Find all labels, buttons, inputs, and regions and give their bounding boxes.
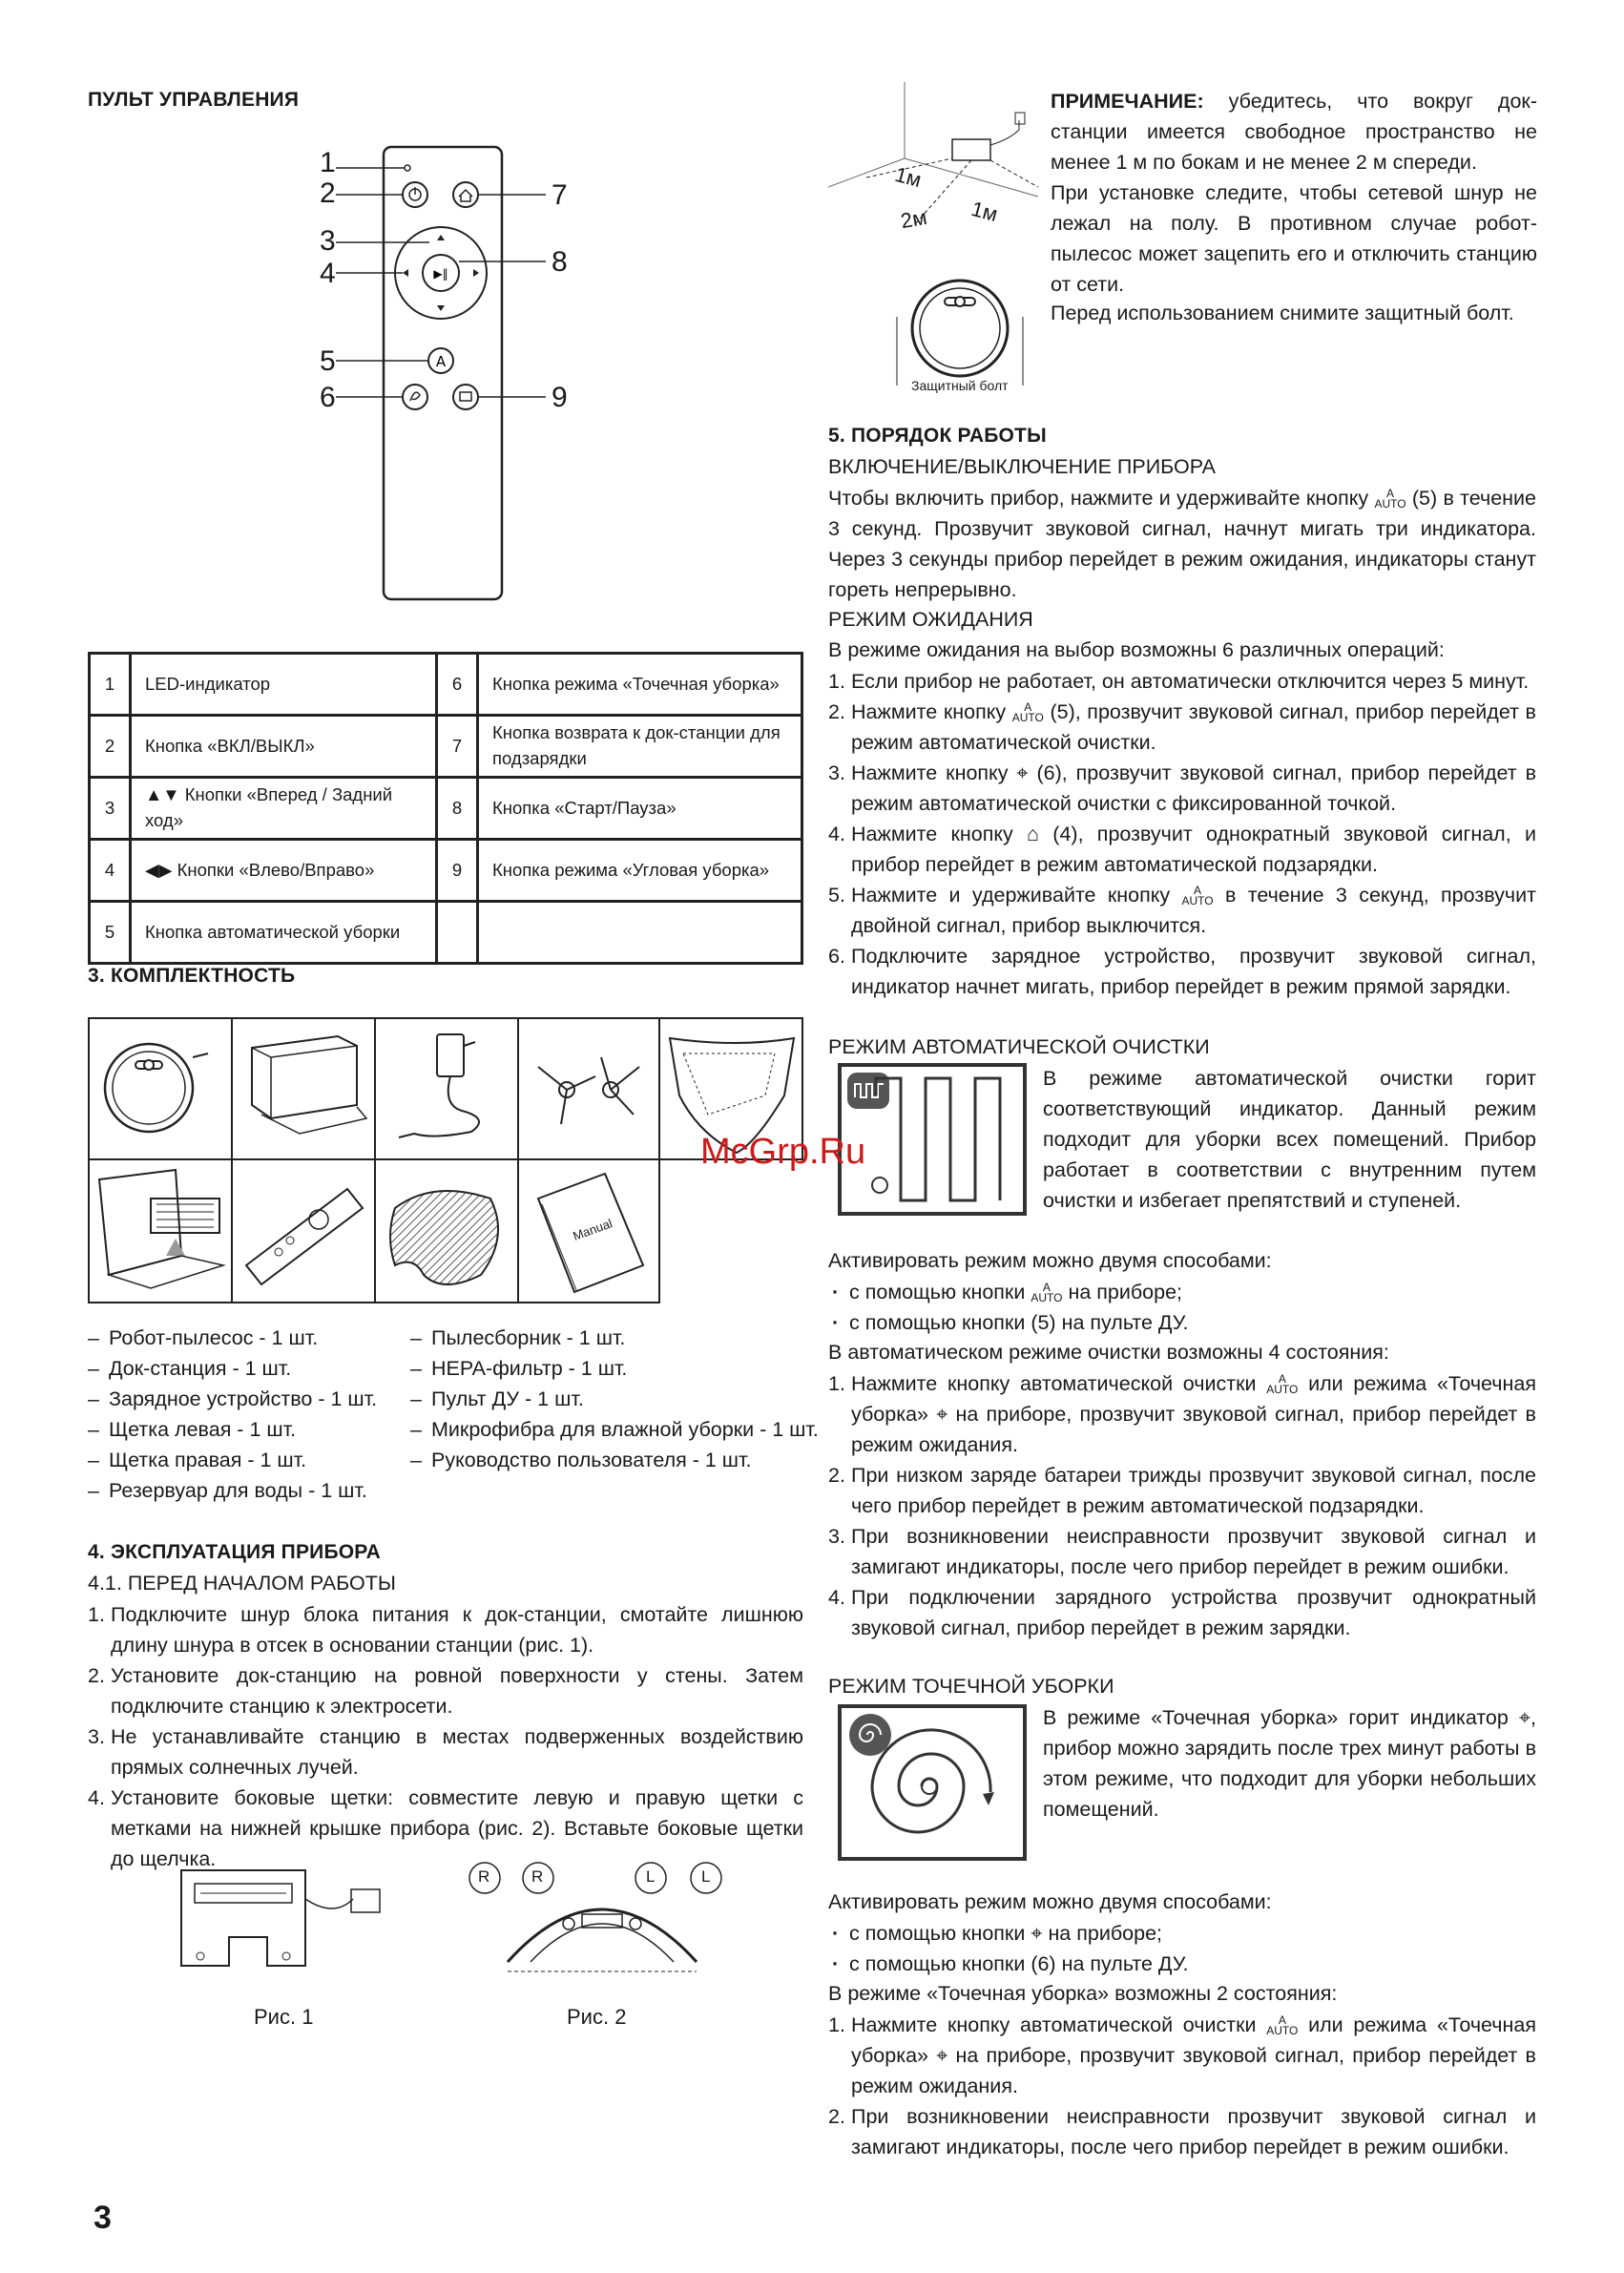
auto-activate: Активировать режим можно двумя способами: (828, 1249, 1272, 1272)
manual-label: Manual (571, 1216, 614, 1243)
brush-mark-l1: L (646, 1867, 656, 1886)
list-item: · с помощью кнопки (6) на пульте ДУ. (828, 1949, 1188, 1979)
note-bolt: Перед использованием снимите защитный болт. (1051, 302, 1514, 324)
remote-diagram (296, 141, 582, 609)
list-item: 2. При низком заряде батареи трижды прозвучит звуковой сигнал, после чего прибор перейдет в режим автоматической подзарядки. (828, 1464, 1536, 1517)
table-row: 5 Кнопка автоматической уборки (90, 902, 802, 964)
figure-1-caption: Рис. 1 (254, 2005, 314, 2029)
list-item: – Микрофибра для влажной уборки - 1 шт. (410, 1414, 819, 1445)
figure-1 (162, 1861, 410, 1985)
list-item: 1. Если прибор не работает, он автоматически отключится через 5 минут. (828, 670, 1530, 693)
callout-9: 9 (552, 382, 568, 413)
operation-title: 4. ЭКСПЛУАТАЦИЯ ПРИБОРА (88, 1541, 382, 1563)
list-item: 1. Нажмите кнопку автоматической очистки A AUTO или режима «Точечная уборка» ⌖ на приборе, прозвучит звуковой сигнал, прибор перейдет в режим ожидания. (828, 1372, 1536, 1456)
auto-icon: A AUTO (1266, 1372, 1299, 1397)
kit-image-grid (88, 1017, 803, 1303)
watermark: McGrp.Ru (700, 1132, 866, 1172)
kit-robot (88, 1017, 233, 1160)
list-item: 4. Установите боковые щетки: совместите левую и правую щетки с метками на нижней крышке прибора (рис. 2). Вставьте боковые щетки до щелчка. (88, 1786, 803, 1870)
operation-steps (88, 1599, 803, 1874)
auto-mode-desc: В режиме автоматической очистки горит соответствующий индикатор. Данный режим подходит для уборки всех помещений. Прибор работает в соответствии с внутренним путем очистки и избегает препятствий и ступеней. (1043, 1067, 1536, 1212)
callout-2: 2 (320, 177, 336, 209)
auto-icon: A AUTO (1031, 1281, 1063, 1305)
kit-dust-bin (88, 1158, 233, 1303)
list-item: – Щетка левая - 1 шт. (88, 1414, 377, 1445)
auto-icon: A AUTO (1266, 2013, 1299, 2038)
home-icon: ⌂ (1027, 823, 1040, 845)
table-row: 1 LED-индикатор 6 Кнопка режима «Точечная уборка» (90, 654, 802, 716)
auto-icon: A AUTO (1181, 884, 1214, 908)
distance-front: 2м (898, 204, 929, 234)
kit-list-right (410, 1323, 819, 1475)
list-item: 2. Нажмите кнопку A AUTO (5), прозвучит звуковой сигнал, прибор перейдет в режим автоматической очистки. (828, 700, 1536, 754)
list-item: 6. Подключите зарядное устройство, прозвучит звуковой сигнал, индикатор начнет мигать, прибор перейдет в режим прямой зарядки. (828, 945, 1536, 998)
note-text: ПРИМЕЧАНИЕ: убедитесь, что вокруг док-станции имеется свободное пространство не менее 1 м по бокам и не менее 2 м спереди. (1051, 90, 1537, 174)
spot-activate: Активировать режим можно двумя способами: (828, 1890, 1272, 1913)
table-row: 3 ▲▼ Кнопки «Вперед / Задний ход» 8 Кнопка «Старт/Пауза» (90, 778, 802, 840)
auto-icon: A (435, 353, 447, 370)
spot-icon: ⌖ (936, 1403, 948, 1426)
spot-icon: ⌖ (1518, 1706, 1530, 1729)
kit-manual (517, 1158, 660, 1303)
page-number: 3 (94, 2200, 112, 2236)
standby-list (828, 666, 1536, 1002)
onoff-text: Чтобы включить прибор, нажмите и удерживайте кнопку A AUTO (5) в течение 3 секунд. Прозвучит звуковой сигнал, начнут мигать три индикатора. Через 3 секунды прибор перейдет в режим ожидания, индикаторы станут гореть непрерывно. (828, 487, 1537, 601)
callout-3: 3 (320, 225, 336, 257)
list-item: · с помощью кнопки ⌖ на приборе; (828, 1918, 1188, 1949)
spec-table (88, 652, 803, 965)
list-item: · с помощью кнопки (5) на пульте ДУ. (828, 1307, 1188, 1338)
distance-side-right: 1м (968, 196, 1001, 227)
list-item: 1. Подключите шнур блока питания к док-станции, смотайте лишнюю длину шнура в отсек в основании станции (рис. 1). (88, 1603, 803, 1657)
auto-mode-diagram (838, 1063, 1027, 1216)
play-pause-icon: ▶‖ (433, 267, 448, 281)
list-item: 4. При подключении зарядного устройства прозвучит однократный звуковой сигнал, прибор перейдет в режим зарядки. (828, 1586, 1536, 1639)
list-item: – Руководство пользователя - 1 шт. (410, 1445, 819, 1475)
figure-2 (464, 1857, 740, 1985)
spot-ways (828, 1918, 1188, 1979)
callout-6: 6 (320, 382, 336, 413)
standby-title: РЕЖИМ ОЖИДАНИЯ (828, 608, 1033, 631)
callout-4: 4 (320, 258, 336, 289)
auto-states-intro: В автоматическом режиме очистки возможны 4 состояния: (828, 1341, 1389, 1364)
spot-mode-desc: В режиме «Точечная уборка» горит индикатор ⌖, прибор можно зарядить после трех минут работы в этом режиме, что подходит для уборки небольших помещений. (1043, 1706, 1536, 1821)
kit-remote (231, 1158, 376, 1303)
list-item: 4. Нажмите кнопку ⌂ (4), прозвучит однократный звуковой сигнал, и прибор перейдет в режим автоматической подзарядки. (828, 823, 1536, 876)
list-item: – HEPA-фильтр - 1 шт. (410, 1353, 819, 1384)
list-item: 3. При возникновении неисправности прозвучит звуковой сигнал и замигают индикаторы, после чего прибор перейдет в режим ошибки. (828, 1525, 1536, 1578)
list-item: – Пульт ДУ - 1 шт. (410, 1384, 819, 1414)
list-item: 3. Нажмите кнопку ⌖ (6), прозвучит звуковой сигнал, прибор перейдет в режим автоматической очистки с фиксированной точкой. (828, 761, 1536, 815)
auto-states (828, 1368, 1536, 1643)
spot-mode-diagram (838, 1704, 1027, 1861)
brush-mark-l2: L (701, 1867, 711, 1886)
list-item: – Зарядное устройство - 1 шт. (88, 1384, 377, 1414)
list-item: 1. Нажмите кнопку автоматической очистки A AUTO или режима «Точечная уборка» ⌖ на приборе, прозвучит звуковой сигнал, прибор перейдет в режим ожидания. (828, 2013, 1536, 2097)
auto-icon: A AUTO (1374, 487, 1406, 511)
callout-5: 5 (320, 345, 336, 377)
brush-mark-r2: R (531, 1867, 544, 1886)
spot-mode-title: РЕЖИМ ТОЧЕЧНОЙ УБОРКИ (828, 1675, 1114, 1698)
list-item: · с помощью кнопки A AUTO на приборе; (828, 1277, 1188, 1307)
spot-icon: ⌖ (936, 2044, 948, 2067)
bolt-figure (891, 269, 1044, 393)
auto-mode-title: РЕЖИМ АВТОМАТИЧЕСКОЙ ОЧИСТКИ (828, 1035, 1210, 1058)
list-item: – Робот-пылесос - 1 шт. (88, 1323, 377, 1353)
brush-mark-r1: R (478, 1867, 490, 1886)
kit-side-brushes (517, 1017, 660, 1160)
bolt-label: Защитный болт (911, 378, 1009, 393)
dock-placement-figure (828, 82, 1048, 235)
list-item: – Пылесборник - 1 шт. (410, 1323, 819, 1353)
onoff-title: ВКЛЮЧЕНИЕ/ВЫКЛЮЧЕНИЕ ПРИБОРА (828, 455, 1217, 478)
standby-intro: В режиме ожидания на выбор возможны 6 различных операций: (828, 638, 1445, 661)
callout-8: 8 (552, 246, 568, 278)
kit-charger (374, 1017, 519, 1160)
spot-states (828, 2010, 1536, 2162)
list-item: – Резервуар для воды - 1 шт. (88, 1475, 377, 1506)
callout-7: 7 (552, 179, 568, 211)
table-row: 2 Кнопка «ВКЛ/ВЫКЛ» 7 Кнопка возврата к док-станции для подзарядки (90, 716, 802, 778)
list-item: 3. Не устанавливайте станцию в местах подверженных воздействию прямых солнечных лучей. (88, 1725, 803, 1779)
auto-ways (828, 1277, 1188, 1338)
spot-icon: ⌖ (1016, 761, 1029, 784)
remote-title: ПУЛЬТ УПРАВЛЕНИЯ (88, 89, 300, 111)
list-item: – Док-станция - 1 шт. (88, 1353, 377, 1384)
list-item: 2. Установите док-станцию на ровной поверхности у стены. Затем подключите станцию к электросети. (88, 1664, 803, 1718)
work-title: 5. ПОРЯДОК РАБОТЫ (828, 425, 1047, 447)
auto-icon: A AUTO (1011, 700, 1044, 725)
kit-title: 3. КОМПЛЕКТНОСТЬ (88, 965, 296, 987)
spot-icon: ⌖ (1031, 1922, 1043, 1945)
figure-2-caption: Рис. 2 (567, 2005, 627, 2029)
kit-list-left (88, 1323, 377, 1506)
table-row: 4 ◀▶ Кнопки «Влево/Вправо» 9 Кнопка режима «Угловая уборка» (90, 840, 802, 902)
callout-1: 1 (320, 147, 336, 178)
kit-microfiber (374, 1158, 519, 1303)
distance-side-left: 1м (892, 161, 925, 193)
list-item: 2. При возникновении неисправности прозвучит звуковой сигнал и замигают индикаторы, после чего прибор перейдет в режим ошибки. (828, 2105, 1536, 2158)
spot-states-intro: В режиме «Точечная уборка» возможны 2 состояния: (828, 1982, 1338, 2005)
list-item: 5. Нажмите и удерживайте кнопку A AUTO в течение 3 секунд, прозвучит двойной сигнал, прибор выключится. (828, 884, 1536, 937)
kit-dock-station (231, 1017, 376, 1160)
operation-subtitle: 4.1. ПЕРЕД НАЧАЛОМ РАБОТЫ (88, 1572, 396, 1595)
note-cable: При установке следите, чтобы сетевой шнур не лежал на полу. В противном случае робот-пылесос может зацепить его и отключить станцию от сети. (1051, 181, 1537, 296)
list-item: – Щетка правая - 1 шт. (88, 1445, 377, 1475)
